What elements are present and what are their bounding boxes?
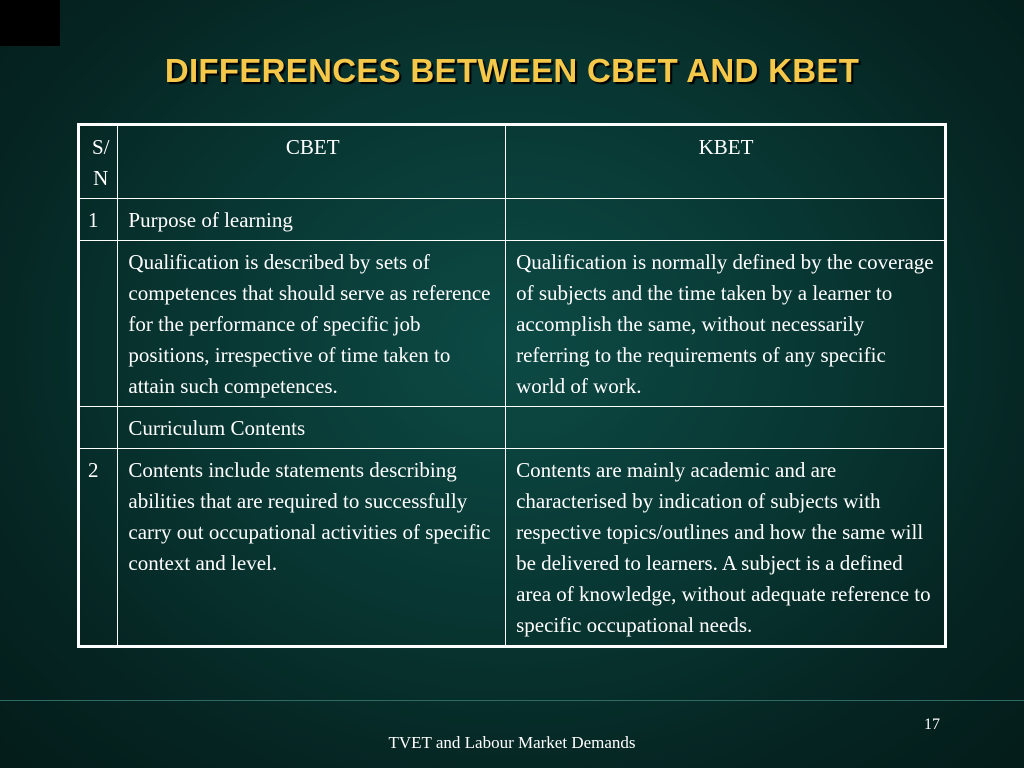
header-sn <box>79 125 118 199</box>
table-row <box>79 449 946 647</box>
table-row <box>79 199 946 241</box>
header-sn-part1: S/ <box>91 135 110 159</box>
table-row <box>79 241 946 407</box>
row-kbet: Contents are mainly academic and are characterised by indication of subjects with respective topics/outlines and how the same will be delivered to learners. A subject is a defined area of knowledge, without adequate reference to specific occupational needs. <box>506 449 946 647</box>
header-sn-part2: N <box>93 166 109 190</box>
footer-divider <box>0 700 1024 701</box>
row-kbet: Qualification is normally defined by the coverage of subjects and the time taken by a learner to accomplish the same, without necessarily referring to the requirements of any specific world of work. <box>506 241 946 407</box>
corner-block <box>0 0 60 46</box>
row-sn <box>79 407 118 449</box>
table-header-row <box>79 125 946 199</box>
row-sn: 1 <box>79 199 118 241</box>
page-number: 17 <box>924 716 940 733</box>
comparison-table <box>77 123 947 648</box>
slide-title: DIFFERENCES BETWEEN CBET AND KBET <box>164 52 860 89</box>
row-sn: 2 <box>79 449 118 647</box>
table-row <box>79 407 946 449</box>
header-cbet: CBET <box>118 125 506 199</box>
footer-text: TVET and Labour Market Demands <box>388 733 636 752</box>
row-cbet: Qualification is described by sets of competences that should serve as reference for the performance of specific job positions, irrespective of time taken to attain such competences. <box>118 241 506 407</box>
header-kbet: KBET <box>506 125 946 199</box>
section-label-curriculum: Curriculum Contents <box>118 407 506 449</box>
section-label-purpose: Purpose of learning <box>118 199 506 241</box>
row-sn <box>79 241 118 407</box>
row-kbet <box>506 199 946 241</box>
row-kbet <box>506 407 946 449</box>
row-cbet: Contents include statements describing abilities that are required to successfully carry out occupational activities of specific context and level. <box>118 449 506 647</box>
